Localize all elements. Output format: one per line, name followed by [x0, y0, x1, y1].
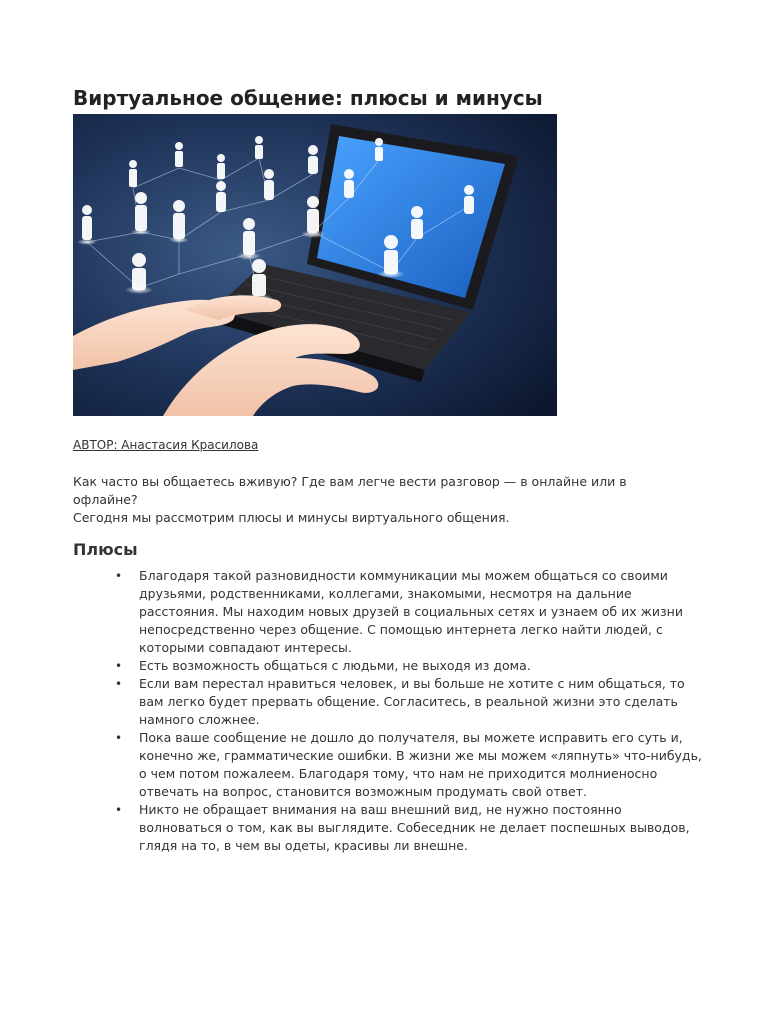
list-item [73, 801, 703, 855]
bullet-icon: • [115, 803, 123, 817]
bullet-icon: • [115, 569, 123, 583]
list-item [73, 729, 703, 801]
list-item-text: Пока ваше сообщение не дошло до получателя, вы можете исправить его суть и, конечно же, грамматические ошибки. В жизни же мы можем «ляпнуть» что-нибудь, о чем потом пожалеем. Благодаря тому, что нам не приходится молниеносно отвечать на вопрос, становится возможным продумать свой ответ. [139, 730, 702, 799]
list-item-text: Благодаря такой разновидности коммуникации мы можем общаться со своими друзьями, родственниками, коллегами, знакомыми, несмотря на дальние расстояния. Мы находим новых друзей в социальных сетях и узнаем об их жизни непосредственно через общение. С помощью интернета легко найти людей, с которыми совпадают интересы. [139, 568, 683, 655]
bullet-icon: • [115, 731, 123, 745]
intro-line: Как часто вы общаетесь вживую? Где вам легче вести разговор — в онлайне или в офлайне? [73, 474, 627, 507]
list-item [73, 567, 703, 657]
pros-list [73, 567, 703, 855]
intro-paragraph [73, 473, 693, 527]
list-item [73, 675, 703, 729]
list-item-text: Если вам перестал нравиться человек, и вы больше не хотите с ним общаться, то вам легко будет прервать общение. Согласитесь, в реальной жизни это сделать намного сложнее. [139, 676, 685, 727]
bullet-icon: • [115, 659, 123, 673]
article-title: Виртуальное общение: плюсы и минусы [73, 86, 543, 110]
pros-heading: Плюсы [73, 540, 138, 559]
list-item-text: Есть возможность общаться с людьми, не выходя из дома. [139, 658, 531, 673]
hero-image-virtual-communication [73, 114, 557, 416]
bullet-icon: • [115, 677, 123, 691]
author-link[interactable]: АВТОР: Анастасия Красилова [73, 438, 259, 452]
list-item [73, 657, 703, 675]
intro-line: Сегодня мы рассмотрим плюсы и минусы виртуального общения. [73, 510, 510, 525]
list-item-text: Никто не обращает внимания на ваш внешний вид, не нужно постоянно волноваться о том, как вы выглядите. Собеседник не делает поспешных выводов, глядя на то, в чем вы одеты, красивы ли внешне. [139, 802, 690, 853]
